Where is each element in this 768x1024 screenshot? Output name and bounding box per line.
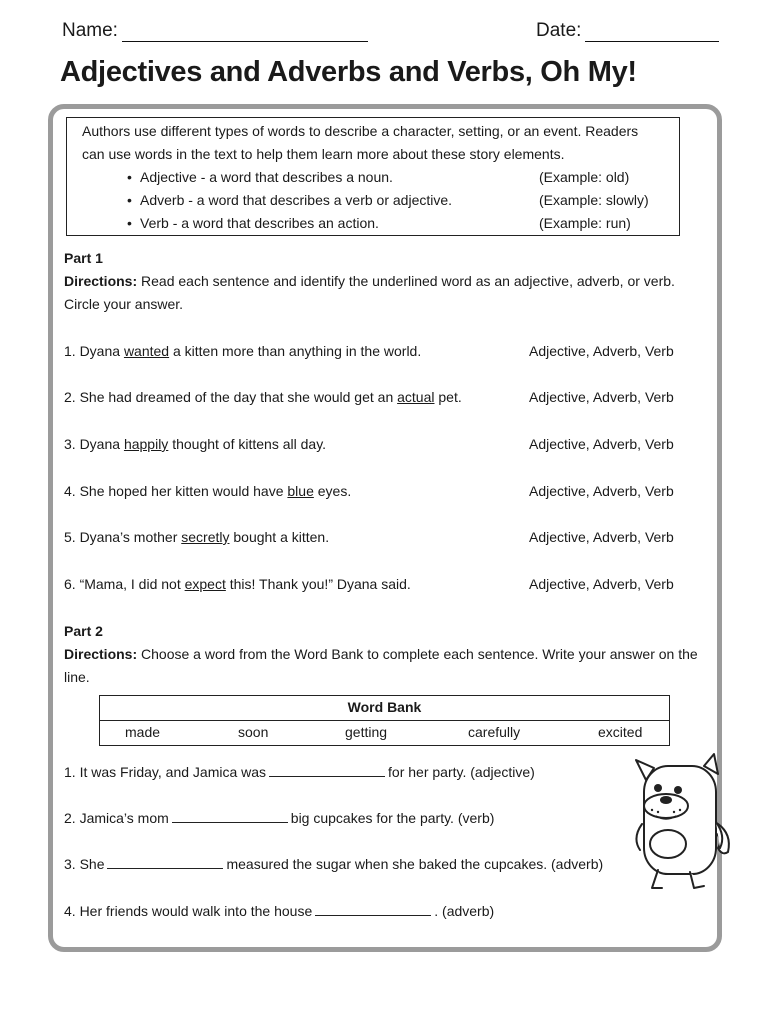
answer-choices-6[interactable]: Adjective, Adverb, Verb <box>529 576 674 592</box>
part1-heading: Part 1 <box>64 250 103 266</box>
answer-choices-5[interactable]: Adjective, Adverb, Verb <box>529 529 674 545</box>
bullet-example: (Example: old) <box>539 169 630 185</box>
word-bank-word: excited <box>598 724 643 740</box>
answer-choices-3[interactable]: Adjective, Adverb, Verb <box>529 436 674 452</box>
directions-label: Directions: <box>64 646 138 662</box>
bullet-adjective <box>82 166 664 189</box>
part2-directions <box>64 643 709 689</box>
word-bank-word: getting <box>345 724 388 740</box>
part2-sentence-1: 1. It was Friday, and Jamica was for her party. (adjective) <box>64 764 535 780</box>
intro-text: Authors use different types of words to describe a character, setting, or an event. Readers can use words in the text to help them learn more about these story elements. <box>82 123 639 162</box>
part1-sentence-1: 1. Dyana wanted a kitten more than anything in the world. <box>64 343 422 359</box>
bullet-dot: • <box>127 192 132 208</box>
bullet-dot: • <box>127 169 132 185</box>
underlined-word: secretly <box>181 529 230 545</box>
page-title: Adjectives and Adverbs and Verbs, Oh My! <box>60 56 637 88</box>
part1-sentence-3: 3. Dyana happily thought of kittens all day. <box>64 436 327 452</box>
word-bank-word: carefully <box>468 724 521 740</box>
directions-label: Directions: <box>64 273 138 289</box>
part2-heading: Part 2 <box>64 623 103 639</box>
answer-choices-2[interactable]: Adjective, Adverb, Verb <box>529 389 674 405</box>
name-label: Name: <box>62 20 118 41</box>
name-line[interactable] <box>122 21 368 42</box>
bullet-example: (Example: run) <box>539 215 631 231</box>
part2-sentence-2: 2. Jamica’s mom big cupcakes for the party. (verb) <box>64 810 495 826</box>
directions-text: Read each sentence and identify the underlined word as an adjective, adverb, or verb. Circle your answer. <box>64 273 675 312</box>
bullet-verb <box>82 212 664 235</box>
date-field[interactable] <box>536 20 719 42</box>
underlined-word: happily <box>123 436 169 452</box>
word-bank-word: made <box>125 724 161 740</box>
bullet-definition: Adverb - a word that describes a verb or adjective. <box>140 192 453 208</box>
underlined-word: expect <box>184 576 226 592</box>
answer-blank[interactable] <box>315 901 431 916</box>
part1-sentence-4: 4. She hoped her kitten would have blue eyes. <box>64 483 352 499</box>
underlined-word: blue <box>287 483 314 499</box>
word-bank-word: soon <box>238 724 269 740</box>
underlined-word: actual <box>397 389 435 405</box>
part1-directions <box>64 270 704 316</box>
word-bank-words <box>100 721 669 746</box>
part2-sentence-3: 3. She measured the sugar when she baked the cupcakes. (adverb) <box>64 856 604 872</box>
name-field[interactable] <box>62 20 368 42</box>
bullet-definition: Adjective - a word that describes a noun. <box>140 169 393 185</box>
bullet-definition: Verb - a word that describes an action. <box>140 215 379 231</box>
bullet-adverb <box>82 189 664 212</box>
answer-blank[interactable] <box>269 762 385 777</box>
word-bank <box>99 695 670 746</box>
bullet-dot: • <box>127 215 132 231</box>
answer-blank[interactable] <box>107 854 223 869</box>
bullet-example: (Example: slowly) <box>539 192 649 208</box>
cartoon-dog-mascot-icon <box>628 752 738 892</box>
intro-box <box>66 117 680 236</box>
word-bank-title: Word Bank <box>100 696 669 721</box>
part1-sentence-5: 5. Dyana’s mother secretly bought a kitten. <box>64 529 330 545</box>
date-label: Date: <box>536 20 582 41</box>
answer-choices-1[interactable]: Adjective, Adverb, Verb <box>529 343 674 359</box>
answer-choices-4[interactable]: Adjective, Adverb, Verb <box>529 483 674 499</box>
part1-sentence-2: 2. She had dreamed of the day that she would get an actual pet. <box>64 389 462 405</box>
part2-sentence-4: 4. Her friends would walk into the house . (adverb) <box>64 903 495 919</box>
directions-text: Choose a word from the Word Bank to complete each sentence. Write your answer on the line. <box>64 646 698 685</box>
underlined-word: wanted <box>123 343 170 359</box>
date-line[interactable] <box>585 21 719 42</box>
part1-sentence-6: 6. “Mama, I did not expect this! Thank you!” Dyana said. <box>64 576 411 592</box>
answer-blank[interactable] <box>172 808 288 823</box>
